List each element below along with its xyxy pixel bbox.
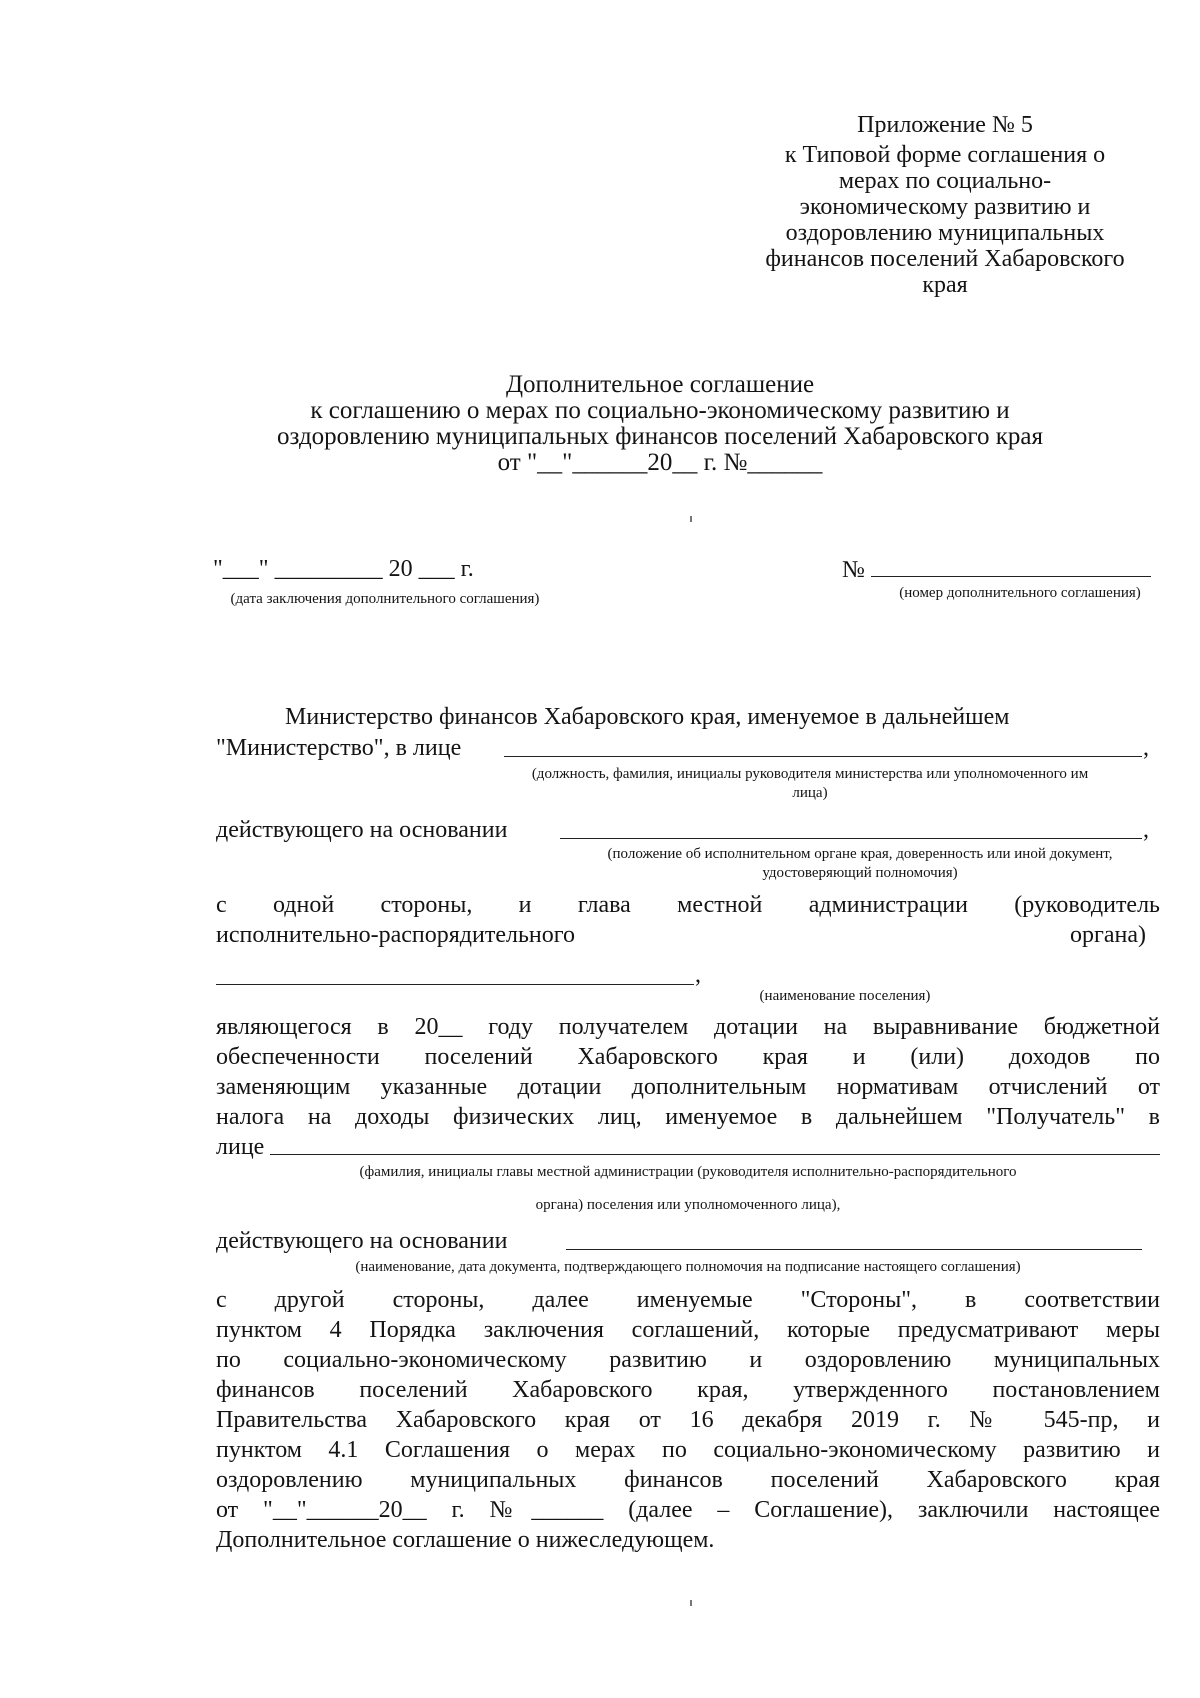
- signing-number-caption: (номер дополнительного соглашения): [899, 585, 1141, 601]
- paragraph-recipient-line3: заменяющим указанные дотации дополнительным нормативам отчислений от: [216, 1074, 1160, 1100]
- signing-number: [842, 556, 1151, 584]
- caption-official: (должность, фамилия, инициалы руководителя министерства или уполномоченного им лица): [531, 766, 1089, 801]
- paragraph-parties-line5: Правительства Хабаровского края от 16 декабря 2019 г. № 545-пр, и: [216, 1407, 1160, 1433]
- paragraph-parties-line8: от "__"______20__ г. №______ (далее – Соглашение), заключили настоящее: [216, 1497, 1160, 1523]
- acting-basis-label-2: действующего на основании: [216, 1228, 508, 1254]
- comma: ,: [1143, 817, 1149, 843]
- number-blank-line: [871, 556, 1151, 577]
- paragraph-recipient-line1: являющегося в 20__ году получателем дотации на выравнивание бюджетной: [216, 1014, 1160, 1040]
- paragraph-ministry-line1: Министерство финансов Хабаровского края, именуемое в дальнейшем: [285, 704, 1010, 730]
- paragraph-head-line1: с одной стороны, и глава местной администрации (руководитель: [216, 892, 1160, 918]
- document-header: [160, 372, 1160, 476]
- paragraph-parties-line7: оздоровлению муниципальных финансов поселений Хабаровского края: [216, 1467, 1160, 1493]
- scan-speck: [690, 1600, 692, 1606]
- appendix-line: финансов поселений Хабаровского: [765, 246, 1125, 272]
- number-label: №: [842, 557, 865, 583]
- acting-basis-label: действующего на основании: [216, 817, 508, 843]
- basis-blank-line: [560, 838, 1142, 839]
- paragraph-parties-line3: по социально-экономическому развитию и оздоровлению муниципальных: [216, 1347, 1160, 1373]
- appendix-line: края: [922, 272, 968, 298]
- paragraph-recipient-line2: обеспеченности поселений Хабаровского края и (или) доходов по: [216, 1044, 1160, 1070]
- appendix-line: экономическому развитию и: [799, 194, 1091, 220]
- paragraph-parties-line2: пунктом 4 Порядка заключения соглашений, которые предусматривают меры: [216, 1317, 1160, 1343]
- caption-doc: (наименование, дата документа, подтверждающего полномочия на подписание настоящего соглашения): [355, 1259, 1021, 1275]
- caption-head-2: органа) поселения или уполномоченного лица),: [535, 1197, 841, 1213]
- paragraph-head-line2-right: органа): [1070, 922, 1146, 948]
- appendix-title: Приложение № 5: [857, 112, 1033, 138]
- comma: ,: [1143, 735, 1149, 761]
- appendix-line: к Типовой форме соглашения о: [784, 142, 1106, 168]
- appendix-block: [725, 112, 1165, 298]
- signing-date-caption: (дата заключения дополнительного соглашения): [230, 591, 540, 607]
- paragraph-parties-line4: финансов поселений Хабаровского края, утвержденного постановлением: [216, 1377, 1160, 1403]
- ministry-lead-text: "Министерство", в лице: [216, 735, 462, 761]
- signing-date: "___" _________ 20 ___ г.: [213, 556, 474, 582]
- appendix-line: мерах по социально-: [838, 168, 1052, 194]
- appendix-line: оздоровлению муниципальных: [785, 220, 1105, 246]
- paragraph-parties-line9: Дополнительное соглашение о нижеследующем.: [216, 1527, 715, 1553]
- head-blank-line: [270, 1154, 1160, 1155]
- paragraph-parties-line6: пунктом 4.1 Соглашения о мерах по социально-экономическому развитию и: [216, 1437, 1160, 1463]
- header-title: Дополнительное соглашение: [505, 371, 815, 398]
- comma: ,: [695, 962, 701, 988]
- caption-head-1: (фамилия, инициалы главы местной администрации (руководителя исполнительно-распорядительного: [359, 1164, 1017, 1180]
- paragraph-parties-line1: с другой стороны, далее именуемые "Стороны", в соответствии: [216, 1287, 1160, 1313]
- doc-blank-line: [566, 1249, 1142, 1250]
- header-date-number: от "__"______20__ г. №______: [497, 449, 823, 476]
- paragraph-ministry-line2: [216, 733, 461, 763]
- header-subtitle: к соглашению о мерах по социально-экономическому развитию и: [310, 397, 1010, 424]
- settlement-blank-line: [216, 984, 694, 985]
- caption-basis: (положение об исполнительном органе края, доверенность или иной документ, удостоверяющий полномочия): [607, 846, 1113, 881]
- official-blank-line: [504, 756, 1142, 757]
- paragraph-head-line2-left: исполнительно-распорядительного: [216, 922, 575, 948]
- caption-settlement: (наименование поселения): [759, 988, 931, 1004]
- scan-speck: [690, 516, 692, 522]
- paragraph-recipient-line4: налога на доходы физических лиц, именуемое в дальнейшем "Получатель" в: [216, 1104, 1160, 1130]
- paragraph-recipient-line5: лице: [216, 1134, 265, 1160]
- header-subtitle: оздоровлению муниципальных финансов поселений Хабаровского края: [277, 423, 1043, 450]
